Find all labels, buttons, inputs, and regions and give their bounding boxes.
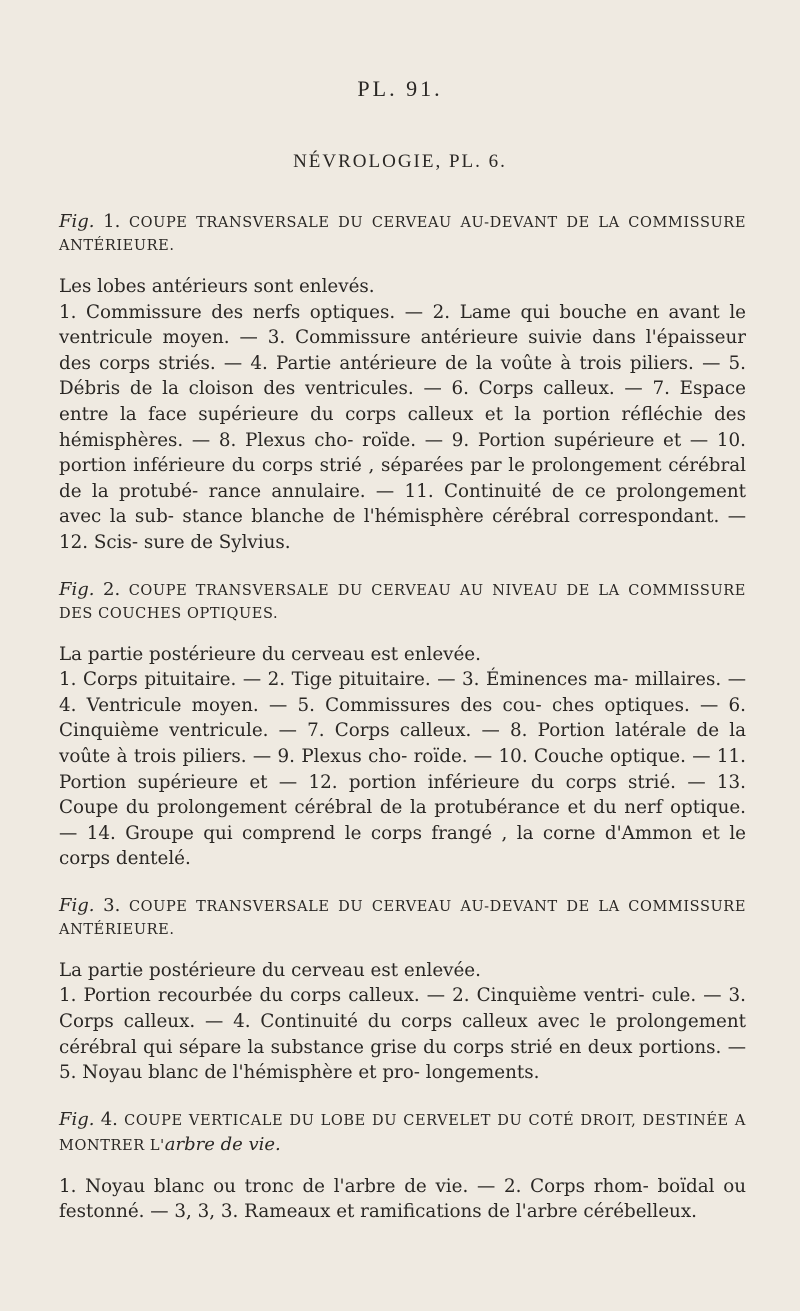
fig-label: Fig. <box>59 894 95 916</box>
figure-2-heading <box>59 578 746 626</box>
fig-title: COUPE TRANSVERSALE DU CERVEAU AU-DEVANT DE LA COMMISSURE ANTÉRIEURE. <box>59 898 747 938</box>
plate-number: PL. 91. <box>357 76 443 101</box>
figure-4-legend <box>59 1108 746 1225</box>
fig-title: COUPE TRANSVERSALE DU CERVEAU AU-DEVANT DE LA COMMISSURE ANTÉRIEURE. <box>59 215 747 254</box>
fig-number: 1. <box>103 211 121 232</box>
figure-4-items: 1. Noyau blanc ou tronc de l'arbre de vie. — 2. Corps rhom- boïdal ou festonné. — 3, 3, 3. Rameaux et ramifications de l'arbre cérébelleux. <box>59 1175 746 1223</box>
fig-title: COUPE VERTICALE DU LOBE DU CERVELET DU COTÉ DROIT, DESTINÉE A MONTRER L' <box>59 1112 746 1154</box>
fig-label: Fig. <box>59 1108 95 1130</box>
series-title: NÉVROLOGIE, PL. 6. <box>293 151 507 172</box>
figure-3-intro: La partie postérieure du cerveau est enlevée. <box>59 959 481 981</box>
figure-1-heading <box>59 210 746 258</box>
figure-3-items: 1. Portion recourbée du corps calleux. — 2. Cinquième ventri- cule. — 3. Corps calleux. — 4. Continuité du corps calleux avec le prolongement cérébral qui sépare la substance grise du corps strié en deux portions. — 5. Noyau blanc de l'hémisphère et pro- longements. <box>59 985 746 1084</box>
figure-2-intro: La partie postérieure du cerveau est enlevée. <box>59 643 481 665</box>
fig-label: Fig. <box>59 578 95 600</box>
figure-1-legend <box>59 210 746 556</box>
fig-number: 4. <box>100 1108 118 1130</box>
figure-3-legend <box>59 894 746 1086</box>
figure-1-intro: Les lobes antérieurs sont enlevés. <box>59 276 375 297</box>
figure-1-items: 1. Commissure des nerfs optiques. — 2. Lame qui bouche en avant le ventricule moyen. — 3. Commissure antérieure suivie dans l'épaisseur des corps striés. — 4. Partie antérieure de la voûte à trois piliers. — 5. Débris de la cloison des ventricules. — 6. Corps calleux. — 7. Espace entre la face supérieure du corps calleux et la portion réfléchie des hémisphères. — 8. Plexus cho- roïde. — 9. Portion supérieure et — 10. portion inférieure du corps strié , séparées par le prolongement cérébral de la protubé- rance annulaire. — 11. Continuité de ce prolongement avec la sub- stance blanche de l'hémisphère cérébral correspondant. — 12. Scis- sure de Sylvius. <box>59 301 746 553</box>
figure-legends <box>59 210 746 1247</box>
fig-title: COUPE TRANSVERSALE DU CERVEAU AU NIVEAU DE LA COMMISSURE DES COUCHES OPTIQUES. <box>59 582 746 622</box>
fig-number: 2. <box>103 578 121 600</box>
figure-2-legend <box>59 578 746 872</box>
figure-2-items: 1. Corps pituitaire. — 2. Tige pituitaire. — 3. Éminences ma- millaires. — 4. Ventricule moyen. — 5. Commissures des cou- ches optiques. — 6. Cinquième ventricule. — 7. Corps calleux. — 8. Portion latérale de la voûte à trois piliers. — 9. Plexus cho- roïde. — 10. Couche optique. — 11. Portion supérieure et — 12. portion inférieure du corps strié. — 13. Coupe du prolongement cérébral de la protubérance et du nerf optique. — 14. Groupe qui comprend le corps frangé , la corne d'Ammon et le corps dentelé. <box>59 669 746 870</box>
fig-label: Fig. <box>59 211 95 232</box>
figure-3-heading <box>59 894 746 942</box>
fig-number: 3. <box>103 894 121 916</box>
fig-title-italic: arbre de vie. <box>164 1133 281 1155</box>
figure-4-heading <box>59 1108 746 1158</box>
